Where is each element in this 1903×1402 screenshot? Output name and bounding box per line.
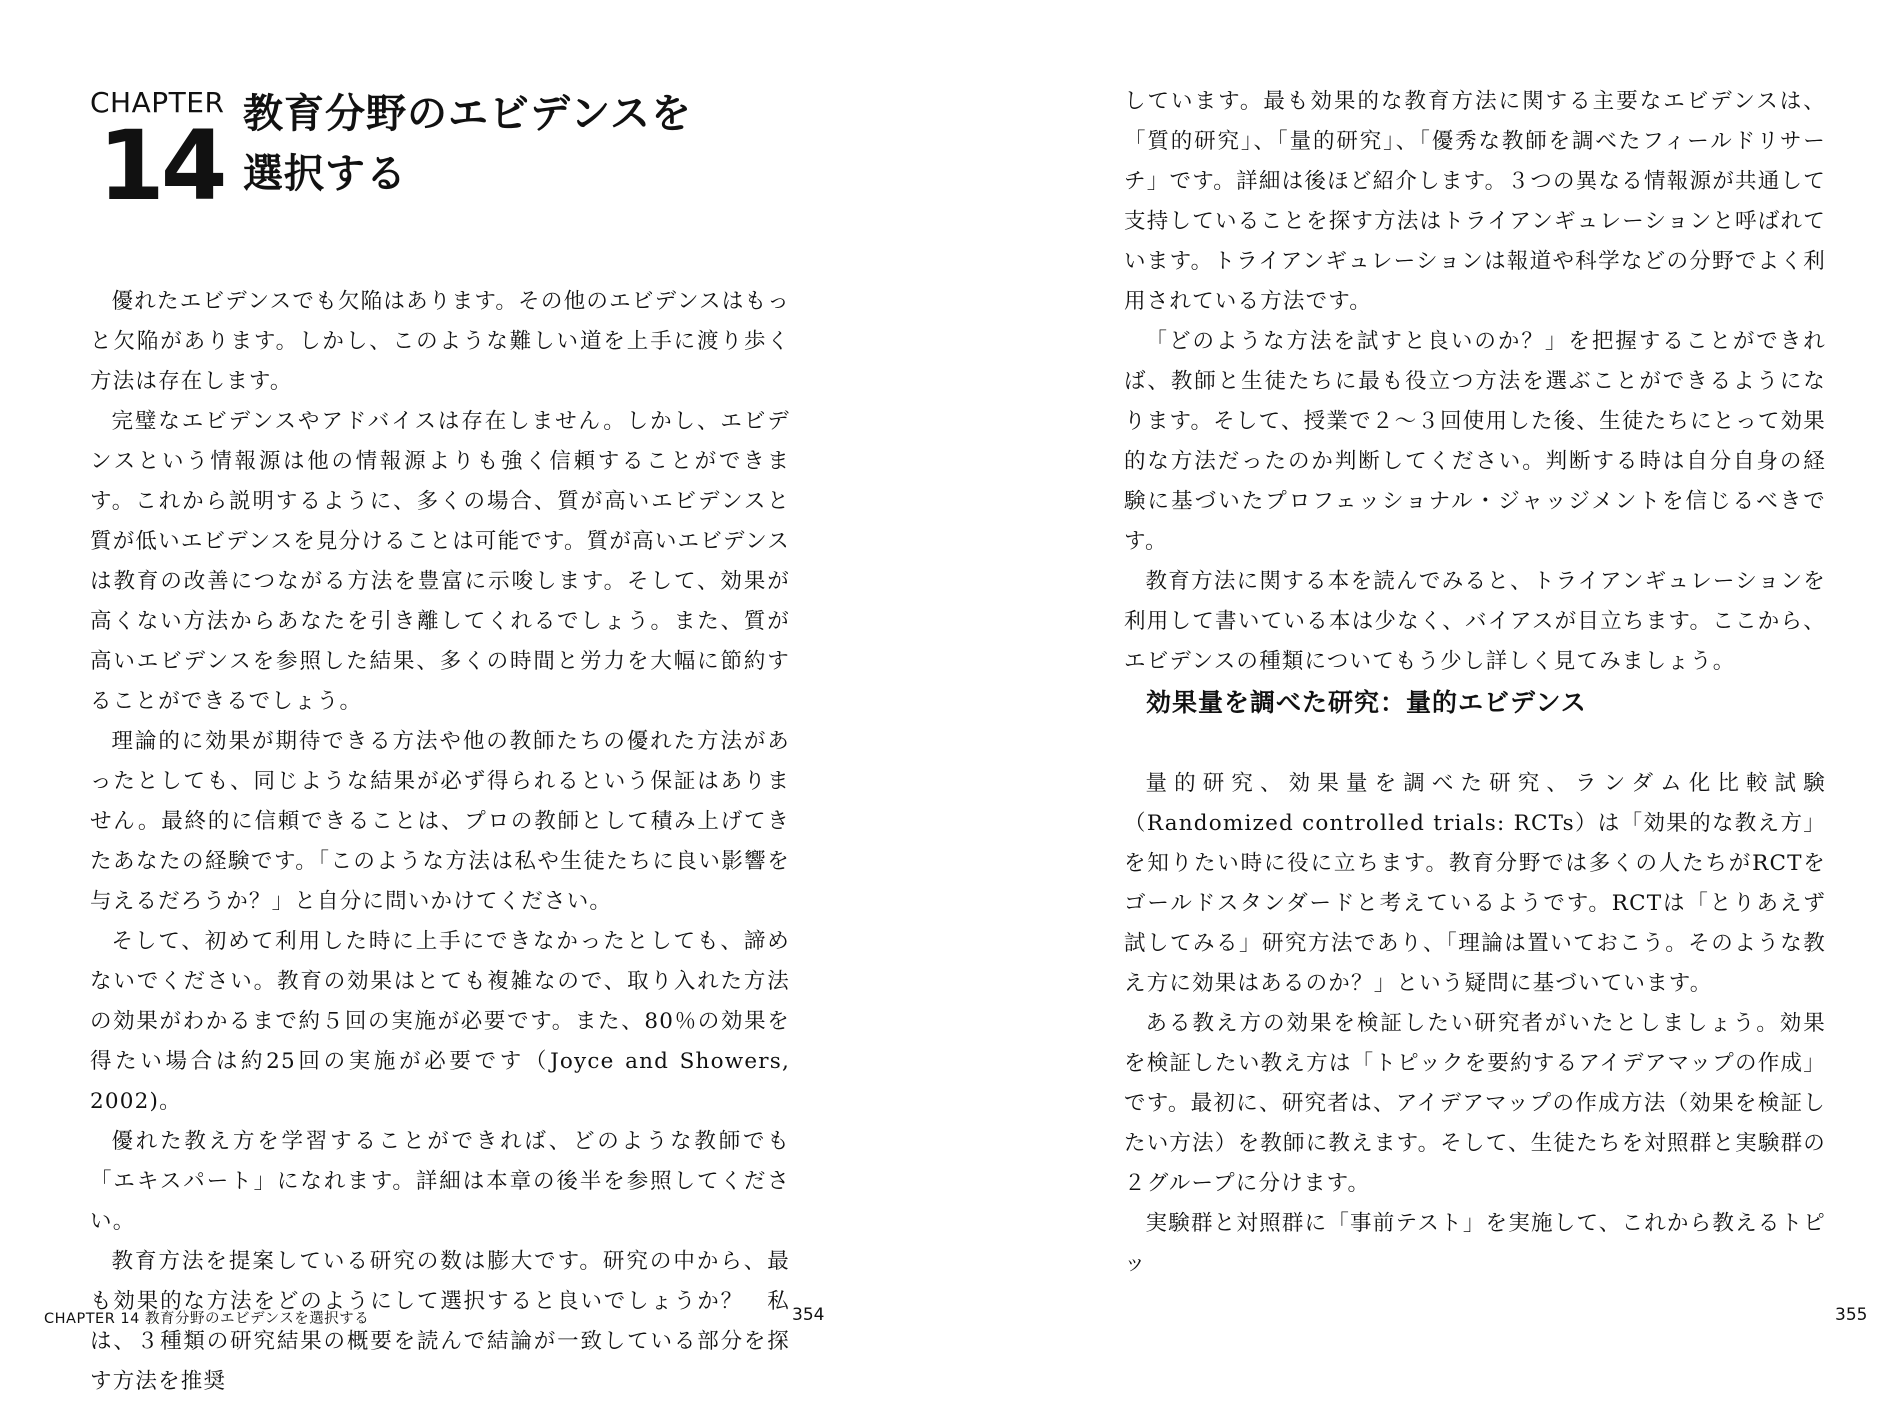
left-page xyxy=(0,0,951,1394)
page-number-left: 354 xyxy=(792,1305,825,1325)
chapter-title-line2: 選択する xyxy=(243,151,407,197)
paragraph: 教育方法を提案している研究の数は膨大です。研究の中から、最も効果的な方法をどのようにして選択すると良いでしょうか？ 私は、３種類の研究結果の概要を読んで結論が一致している部分を探す方法を推奨 xyxy=(90,1249,790,1394)
chapter-label: CHAPTER xyxy=(90,86,225,119)
chapter-number: 14 xyxy=(98,110,224,222)
paragraph: しています。最も効果的な教育方法に関する主要なエビデンスは、「質的研究」、「量的研究」、「優秀な教師を調べたフィールドリサーチ」です。詳細は後ほど紹介します。３つの異なる情報源が共通して支持していることを探す方法はトライアンギュレーションと呼ばれています。トライアンギュレーションは報道や科学などの分野でよく利用されている方法です。 xyxy=(1124,89,1826,314)
chapter-title-line1: 教育分野のエビデンスを xyxy=(243,91,692,137)
right-body-text-top xyxy=(1124,82,1826,682)
chapter-title xyxy=(243,84,692,204)
left-body-text xyxy=(90,282,790,1402)
paragraph: ある教え方の効果を検証したい研究者がいたとしましょう。効果を検証したい教え方は「トピックを要約するアイデアマップの作成」です。最初に、研究者は、アイデアマップの作成方法（効果を検証したい方法）を教師に教えます。そして、生徒たちを対照群と実験群の２グループに分けます。 xyxy=(1124,1011,1826,1196)
paragraph: 教育方法に関する本を読んでみると、トライアンギュレーションを利用して書いている本は少なく、バイアスが目立ちます。ここから、エビデンスの種類についてもう少し詳しく見てみましょう。 xyxy=(1124,569,1826,674)
running-head: CHAPTER 14 教育分野のエビデンスを選択する xyxy=(44,1311,370,1327)
section-heading: 効果量を調べた研究：量的エビデンス xyxy=(1146,688,1587,717)
page-number-right: 355 xyxy=(1835,1305,1868,1325)
paragraph: 実験群と対照群に「事前テスト」を実施して、これから教えるトピッ xyxy=(1124,1211,1826,1276)
paragraph: 理論的に効果が期待できる方法や他の教師たちの優れた方法があったとしても、同じような結果が必ず得られるという保証はありません。最終的に信頼できることは、プロの教師として積み上げてきたあなたの経験です。「このような方法は私や生徒たちに良い影響を与えるだろうか？」と自分に問いかけてください。 xyxy=(90,729,790,914)
paragraph: 「どのような方法を試すと良いのか？」を把握することができれば、教師と生徒たちに最も役立つ方法を選ぶことができるようになります。そして、授業で２〜３回使用した後、生徒たちにとって効果的な方法だったのか判断してください。判断する時は自分自身の経験に基づいたプロフェッショナル・ジャッジメントを信じるべきです。 xyxy=(1124,329,1826,554)
right-body-text-bottom xyxy=(1124,764,1826,1284)
paragraph: 優れたエビデンスでも欠陥はあります。その他のエビデンスはもっと欠陥があります。しかし、このような難しい道を上手に渡り歩く方法は存在します。 xyxy=(90,289,790,394)
paragraph: 量的研究、効果量を調べた研究、ランダム化比較試験（Randomized controlled trials: RCTs）は「効果的な教え方」を知りたい時に役に立ちます。教育分野では多くの人たちがRCTをゴールドスタンダードと考えているようです。RCTは「とりあえず試してみる」研究方法であり、「理論は置いておこう。そのような教え方に効果はあるのか？」という疑問に基づいています。 xyxy=(1124,771,1826,996)
paragraph: そして、初めて利用した時に上手にできなかったとしても、諦めないでください。教育の効果はとても複雑なので、取り入れた方法の効果がわかるまで約５回の実施が必要です。また、80％の効果を得たい場合は約25回の実施が必要です（Joyce and Showers, 2002)。 xyxy=(90,929,790,1114)
paragraph: 優れた教え方を学習することができれば、どのような教師でも「エキスパート」になれます。詳細は本章の後半を参照してください。 xyxy=(90,1129,790,1234)
paragraph: 完璧なエビデンスやアドバイスは存在しません。しかし、エビデンスという情報源は他の情報源よりも強く信頼することができます。これから説明するように、多くの場合、質が高いエビデンスと質が低いエビデンスを見分けることは可能です。質が高いエビデンスは教育の改善につながる方法を豊富に示唆します。そして、効果が高くない方法からあなたを引き離してくれるでしょう。また、質が高いエビデンスを参照した結果、多くの時間と労力を大幅に節約することができるでしょう。 xyxy=(90,409,790,714)
